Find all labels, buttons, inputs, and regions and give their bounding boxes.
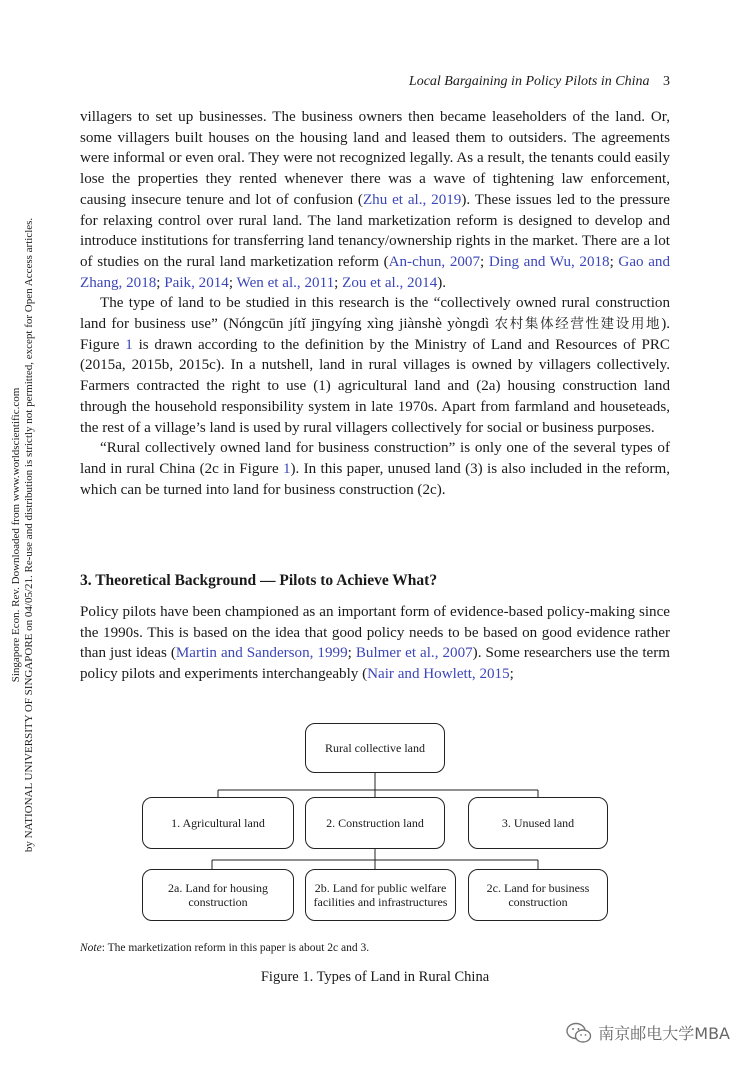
separator: ; — [347, 645, 356, 662]
citation-link[interactable]: Ding and Wu, 2018 — [488, 253, 610, 270]
paragraph-text: ). These issues led to the pressure for relaxing control over rural land. The land marketization reform is designed to develop and introduce institutions for transferring land tenancy/ownership rights in the market. There are a lot of studies on the rural land marketization reform ( — [80, 191, 671, 270]
paragraph-text: ). In this paper, unused land (3) is also included in the reform, which can be turned into land for business construction (2c). — [80, 460, 670, 498]
separator: ; — [228, 274, 237, 291]
separator: ; — [480, 253, 489, 270]
paragraph-text: ). Some researchers use the term policy pilots and experiments interchangeably ( — [80, 645, 670, 683]
node-agricultural-land: 1. Agricultural land — [142, 797, 294, 849]
paragraph-text: “Rural collectively owned land for business construction” is only one of the several types of land in rural China (2c in Figure — [80, 440, 670, 477]
citation-link[interactable]: Gao and Zhang, 2018 — [80, 253, 670, 291]
paragraph-text: villagers to set up businesses. The business owners then became leaseholders of the land. Or, some villagers built houses on the housing land and leased them to outsiders. The agreements were informal or even oral. They were not recognized legally. As a result, the tenants could easily lose the properties they rented whenever there was a wave of tightening law enforcement, causing insecure tenure and lot of confusion ( — [80, 109, 670, 208]
separator: ; — [334, 274, 343, 291]
node-business-construction: 2c. Land for business construction — [468, 869, 608, 921]
paragraph-text: The type of land to be studied in this research is the “collectively owned rural construction land for business use” (Nóngcūn jítǐ jīngyíng xìng jiànshè yòngdì — [80, 295, 670, 333]
paragraph-text: ; — [509, 666, 514, 683]
citation-link[interactable]: Zou et al., 2014 — [342, 274, 438, 291]
citation-link[interactable]: Zhu et al., 2019 — [362, 191, 462, 208]
figure-link[interactable]: 1 — [282, 460, 291, 477]
paragraph-text: is drawn according to the definition by the Ministry of Land and Resources of PRC (2015a, 2015b, 2015c). In a nutshell, land in rural villages is owned by villagers collectively. Farmers contracted the right to use (1) agricultural land and (2a) housing construction land through the household responsibility system in late 1970s. Apart from farmland and houseteads, the rest of a village’s land is used by rural villagers collectively for social or business purposes. — [80, 336, 670, 436]
side-note-line-2: by NATIONAL UNIVERSITY OF SINGAPORE on 04/05/21. Re-use and distribution is strictly not permitted, except for Open Access articles. — [23, 217, 35, 853]
citation-link[interactable]: Bulmer et al., 2007 — [355, 645, 473, 662]
note-text: : The marketization reform in this paper is about 2c and 3. — [101, 942, 370, 954]
node-rural-collective-land: Rural collective land — [305, 723, 445, 773]
separator: ; — [609, 253, 619, 270]
figure-link[interactable]: 1 — [125, 336, 133, 353]
figure-caption: Figure 1. Types of Land in Rural China — [260, 969, 490, 985]
chinese-term: 农村集体经营性建设用地 — [494, 316, 662, 333]
paragraph-text: ). — [437, 274, 447, 291]
citation-link[interactable]: Nair and Howlett, 2015 — [367, 666, 510, 683]
citation-link[interactable]: Wen et al., 2011 — [236, 274, 335, 291]
node-public-welfare: 2b. Land for public welfare facilities and infrastructures — [305, 869, 456, 921]
node-housing-construction: 2a. Land for housing construction — [142, 869, 294, 921]
citation-link[interactable]: Martin and Sanderson, 1999 — [175, 645, 348, 662]
citation-link[interactable]: Paik, 2014 — [164, 274, 229, 291]
side-note-line-1: Singapore Econ. Rev. Downloaded from www.worldscientific.com — [10, 387, 22, 683]
wechat-icon — [566, 1022, 592, 1044]
node-construction-land: 2. Construction land — [305, 797, 445, 849]
page-number: 3 — [663, 74, 670, 89]
note-label: Note — [80, 942, 102, 954]
running-title: Local Bargaining in Policy Pilots in China — [408, 74, 650, 89]
paragraph-text: Policy pilots have been championed as an important form of evidence-based policy-making since the 1990s. This is based on the idea that good policy needs to be based on good evidence rather than just ideas ( — [80, 604, 670, 662]
paragraph-text: ). Figure — [80, 316, 670, 353]
section-heading: 3. Theoretical Background — Pilots to Achieve What? — [80, 572, 438, 589]
separator: ; — [156, 274, 165, 291]
figure-note — [80, 942, 369, 954]
citation-link[interactable]: An-chun, 2007 — [388, 253, 481, 270]
node-unused-land: 3. Unused land — [468, 797, 608, 849]
watermark — [566, 1021, 730, 1044]
watermark-text: 南京邮电大学MBA — [598, 1024, 730, 1043]
